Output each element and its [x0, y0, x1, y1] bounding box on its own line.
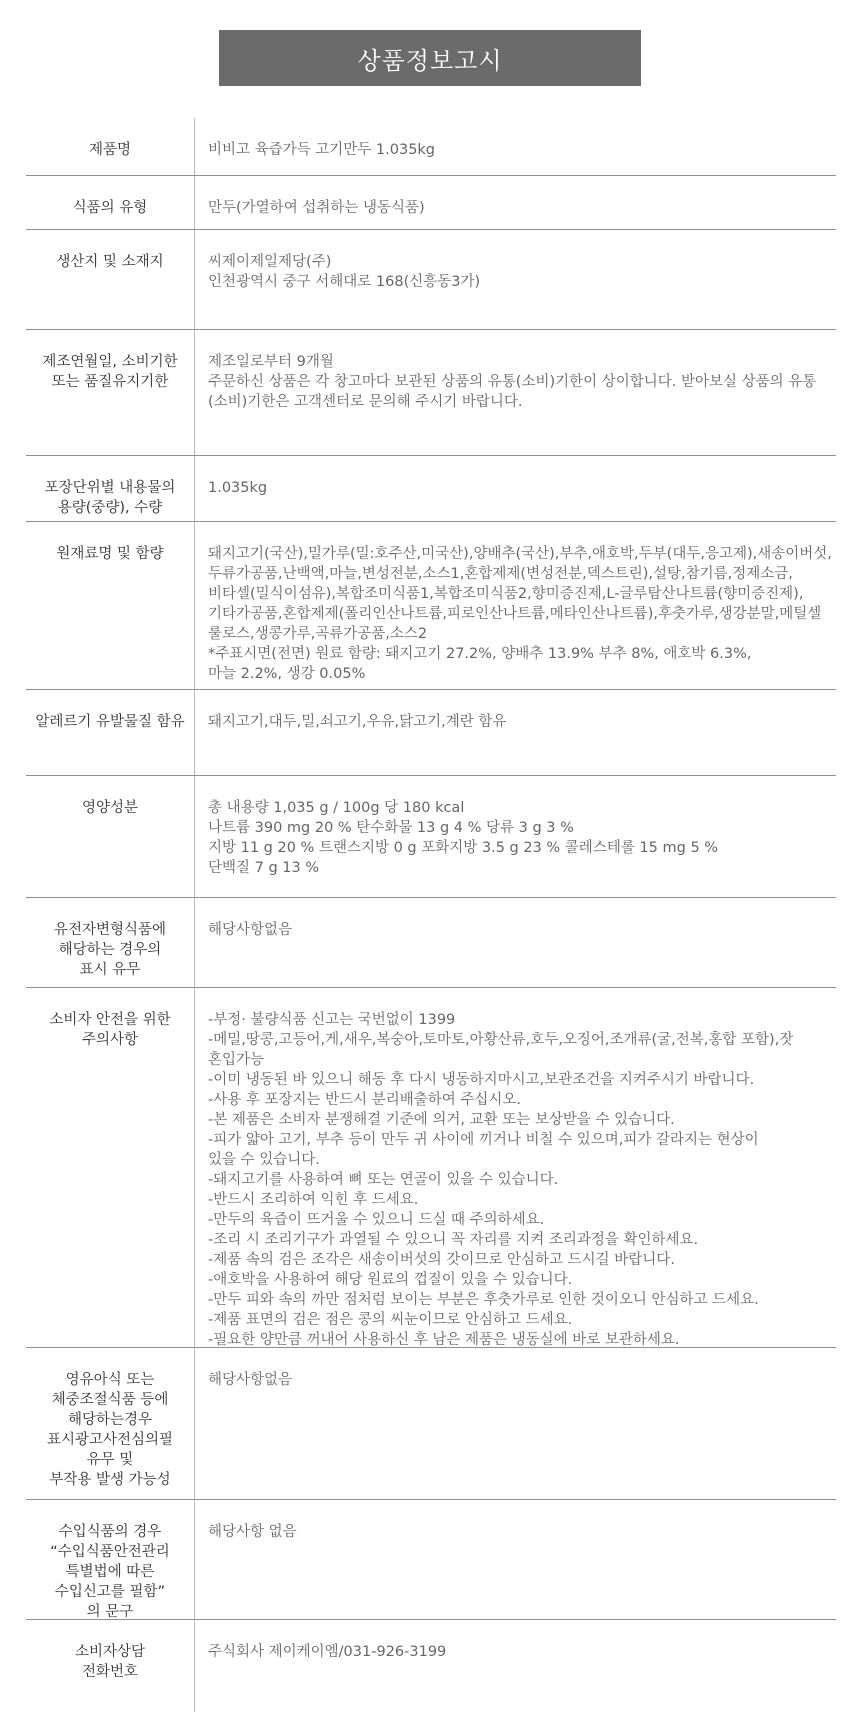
row-value-line: -조리 시 조리기구가 과열될 수 있으니 꼭 자리를 지켜 조리과정을 확인하세요. — [208, 1232, 699, 1248]
table-row — [26, 776, 836, 898]
row-label: 생산지 및 소재지 — [56, 254, 164, 270]
row-value-line: 만두(가열하여 섭취하는 냉동식품) — [208, 200, 425, 216]
row-value-line: -피가 얇아 고기, 부추 등이 만두 귀 사이에 끼거나 비칠 수 있으며,피가 갈라지는 현상이 — [208, 1132, 759, 1148]
row-value-line: 제조일로부터 9개월 — [208, 354, 334, 370]
row-value — [208, 140, 848, 160]
row-value-line: -메밀,땅콩,고등어,게,새우,복숭아,토마토,아황산류,호두,오징어,조개류(굴,전복,홍합 포함),잣 — [208, 1032, 794, 1048]
row-value-line: 해당사항없음 — [208, 922, 293, 938]
row-value-line: -반드시 조리하여 익힌 후 드세요. — [208, 1192, 419, 1208]
table-row — [26, 330, 836, 456]
row-label: 수입식품의 경우 “수입식품안전관리 특별법에 따른 수입신고를 필함” 의 문구 — [50, 1524, 170, 1620]
row-value-line: 두류가공품,난백액,마늘,변성전분,소스1,혼합제제(변성전분,덱스트린),설탕,참기름,정제소금, — [208, 566, 793, 582]
row-label: 영유아식 또는 체중조절식품 등에 해당하는경우 표시광고사전심의필 유무 및 부작용 발생 가능성 — [46, 1372, 174, 1488]
row-value-line: -애호박을 사용하여 해당 원료의 껍질이 있을 수 있습니다. — [208, 1272, 573, 1288]
row-value — [208, 798, 848, 878]
row-label: 소비자 안전을 위한 주의사항 — [49, 1012, 171, 1048]
row-value — [208, 198, 848, 218]
row-value — [208, 352, 848, 412]
row-value-line: 마늘 2.2%, 생강 0.05% — [208, 666, 366, 682]
row-value-line: *주표시면(전면) 원료 함량: 돼지고기 27.2%, 양배추 13.9% 부추 8%, 애호박 6.3%, — [208, 646, 752, 662]
row-value — [208, 478, 848, 498]
row-value-line: -본 제품은 소비자 분쟁해결 기준에 의거, 교환 또는 보상받을 수 있습니다. — [208, 1112, 675, 1128]
row-value-line: 룰로스,생콩가루,곡류가공품,소스2 — [208, 626, 428, 642]
row-value-line: -만두의 육즙이 뜨거울 수 있으니 드실 때 주의하세요. — [208, 1212, 545, 1228]
row-value — [208, 920, 848, 940]
table-row — [26, 522, 836, 690]
row-value-line: 있을 수 있습니다. — [208, 1152, 320, 1168]
table-row — [26, 988, 836, 1348]
row-value-line: 돼지고기,대두,밀,쇠고기,우유,닭고기,계란 함유 — [208, 714, 507, 730]
row-label: 원재료명 및 함량 — [56, 546, 164, 562]
table-row — [26, 1348, 836, 1500]
page-title: 상품정보고시 — [219, 30, 641, 86]
table-row — [26, 898, 836, 988]
row-value — [208, 1522, 848, 1542]
row-value-line: 해당사항없음 — [208, 1372, 293, 1388]
row-label: 알레르기 유발물질 함유 — [35, 714, 185, 730]
row-value-line: 씨제이제일제당(주) — [208, 254, 332, 270]
row-value — [208, 1010, 848, 1350]
row-label: 포장단위별 내용물의 용량(중량), 수량 — [44, 480, 176, 516]
row-value-line: 인천광역시 중구 서해대로 168(신흥동3가) — [208, 274, 481, 290]
row-value-line: 비타셀(밀식이섬유),복합조미식품1,복합조미식품2,향미증진제,L-글루탐산나트륨(향미증진제), — [208, 586, 804, 602]
row-value-line: -제품 표면의 검은 점은 콩의 씨눈이므로 안심하고 드세요. — [208, 1312, 573, 1328]
row-value-line: 혼입가능 — [208, 1052, 265, 1068]
row-value-line: -필요한 양만큼 꺼내어 사용하신 후 남은 제품은 냉동실에 바로 보관하세요. — [208, 1332, 680, 1348]
row-value-line: 주식회사 제이케이엠/031-926-3199 — [208, 1644, 447, 1660]
row-value-line: 돼지고기(국산),밀가루(밀:호주산,미국산),양배추(국산),부추,애호박,두부(대두,응고제),새송이버섯, — [208, 546, 832, 562]
table-row — [26, 118, 836, 176]
table-row — [26, 176, 836, 230]
row-value-line: 단백질 7 g 13 % — [208, 860, 320, 876]
row-value — [208, 1642, 848, 1662]
row-value — [208, 252, 848, 292]
row-label: 소비자상담 전화번호 — [74, 1644, 146, 1680]
row-label: 유전자변형식품에 해당하는 경우의 표시 유무 — [53, 922, 167, 978]
row-value-line: -돼지고기를 사용하여 뼈 또는 연골이 있을 수 있습니다. — [208, 1172, 559, 1188]
row-value-line: 비비고 육즙가득 고기만두 1.035kg — [208, 142, 436, 158]
row-value-line: -만두 피와 속의 까만 점처럼 보이는 부분은 후춧가루로 인한 것이오니 안심하고 드세요. — [208, 1292, 759, 1308]
table-row — [26, 1500, 836, 1620]
row-value-line: -부정· 불량식품 신고는 국번없이 1399 — [208, 1012, 456, 1028]
row-value-line: (소비)기한은 고객센터로 문의해 주시기 바랍니다. — [208, 394, 523, 410]
row-value-line: 해당사항 없음 — [208, 1524, 297, 1540]
row-value — [208, 544, 848, 684]
row-label: 제조연월일, 소비기한 또는 품질유지기한 — [42, 354, 178, 390]
row-value-line: 1.035kg — [208, 480, 268, 496]
row-value-line: 기타가공품,혼합제제(폴리인산나트륨,피로인산나트륨,메타인산나트륨),후춧가루,생강분말,메틸셀 — [208, 606, 822, 622]
row-value — [208, 1370, 848, 1390]
row-value-line: -사용 후 포장지는 반드시 분리배출하여 주십시오. — [208, 1092, 522, 1108]
table-row — [26, 230, 836, 330]
row-value-line: 나트륨 390 mg 20 % 탄수화물 13 g 4 % 당류 3 g 3 % — [208, 820, 574, 836]
row-value — [208, 712, 848, 732]
table-row — [26, 1620, 836, 1712]
row-value-line: 총 내용량 1,035 g / 100g 당 180 kcal — [208, 800, 465, 816]
row-label: 식품의 유형 — [72, 200, 148, 216]
row-value-line: 지방 11 g 20 % 트랜스지방 0 g 포화지방 3.5 g 23 % 콜레스테롤 15 mg 5 % — [208, 840, 719, 856]
table-row — [26, 690, 836, 776]
row-value-line: -이미 냉동된 바 있으니 해동 후 다시 냉동하지마시고,보관조건을 지켜주시기 바랍니다. — [208, 1072, 755, 1088]
row-label: 영양성분 — [81, 800, 139, 816]
table-row — [26, 456, 836, 522]
row-value-line: 주문하신 상품은 각 창고마다 보관된 상품의 유통(소비)기한이 상이합니다. 받아보실 상품의 유통 — [208, 374, 817, 390]
row-value-line: -제품 속의 검은 조각은 새송이버섯의 갓이므로 안심하고 드시길 바랍니다. — [208, 1252, 675, 1268]
row-label: 제품명 — [88, 142, 132, 158]
